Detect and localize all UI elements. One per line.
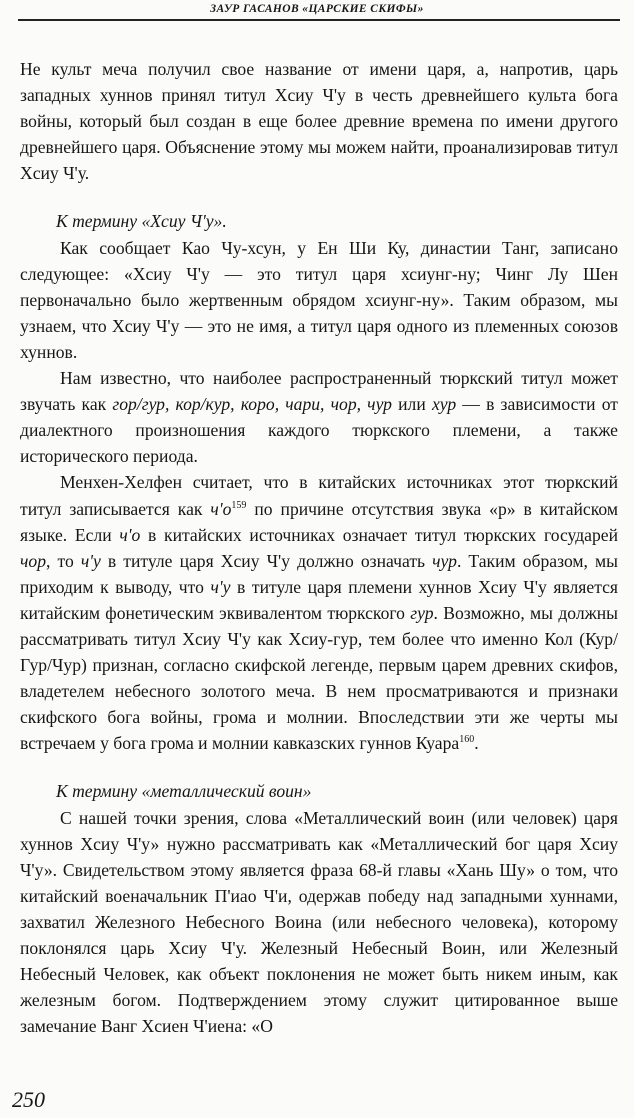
text-run: в китайских источниках означает титул тюркских государей bbox=[140, 524, 618, 545]
italic-term: ч'у bbox=[210, 576, 231, 597]
text-run: в титуле царя Хсиу Ч'у должно означать bbox=[100, 550, 433, 571]
text-run: по причине отсутствия звука «р» в китайском языке. Если bbox=[20, 498, 618, 545]
text-run: . Таким образом, мы приходим к выводу, что bbox=[20, 550, 618, 597]
text-run: К термину «металлический воин» bbox=[56, 781, 312, 802]
page-number: 250 bbox=[12, 1087, 45, 1112]
text-run: К термину «Хсиу Ч'у». bbox=[56, 211, 227, 232]
section-heading-hsiu-chu bbox=[20, 208, 618, 234]
text-run: Как сообщает Као Чу-хсун, у Ен Ши Ку, династии Танг, записано следующее: «Хсиу Ч'у — это титул царя хсиунг-ну; Чинг Лу Шен первоначально было жертвенным обрядом хсиунг-ну». Таким образом, мы узнаем, что Хсиу Ч'у — это не имя, а титул царя одного из племенных союзов хуннов. bbox=[20, 237, 618, 362]
italic-term: чур bbox=[432, 550, 457, 571]
italic-term: гур bbox=[410, 602, 434, 623]
paragraph-intro bbox=[20, 56, 618, 186]
italic-term: ч'у bbox=[80, 550, 101, 571]
italic-term: хур bbox=[431, 394, 457, 415]
text-run: . Возможно, мы должны рассматривать титул Хсиу Ч'у как Хсиу-гур, тем более что именно Кол (Кур/Гур/Чур) признан, согласно скифской легенде, первым царем древних скифов, владетелем небесного золотого меча. В нем просматриваются и признаки скифского бога войны, грома и молнии. Впоследствии эти же черты мы встречаем у бога грома и молнии кавказских гуннов Куара bbox=[20, 602, 619, 754]
paragraph-turkic-title bbox=[20, 365, 618, 469]
text-run: в титуле царя племени хуннов Хсиу Ч'у является китайским фонетическим эквивалентом тюркского bbox=[20, 576, 619, 623]
footnote-ref: 159 bbox=[231, 499, 247, 511]
text-run: Менхен-Хелфен считает, что в китайских источниках этот тюркский титул записывается как bbox=[20, 472, 618, 519]
text-run: С нашей точки зрения, слова «Металлический воин (или человек) царя хуннов Хсиу Ч'у» нужно рассматривать как «Металлический бог царя Хсиу Ч'у». Свидетельством этому является фраза 68-й главы «Хань Шу» о том, что китайский военачальник П'иао Ч'и, одержав победу над западными хуннами, захватил Железного Небесного Воина (или небесного человека), которому поклонялся царь Хсиу Ч'у. Железный Небесный Воин, или Железный Небесный Человек, как объект поклонения не может быть никем иным, как железным богом. Подтверждением этому служит цитированное выше замечание Ванг Хсиен Ч'иена: «О bbox=[20, 807, 618, 1037]
italic-term: чор bbox=[20, 550, 46, 571]
italic-term: ч'о bbox=[119, 524, 141, 545]
text-run: , то bbox=[46, 550, 81, 571]
paragraph-kao-chu-hsun bbox=[20, 235, 618, 365]
paragraph-menchen-helfen bbox=[20, 469, 618, 756]
running-header: ЗАУР ГАСАНОВ «ЦАРСКИЕ СКИФЫ» bbox=[210, 3, 424, 15]
page-body bbox=[20, 56, 618, 1039]
text-run: — в зависимости от диалектного произношения каждого тюркского племени, а также исторического периода. bbox=[20, 394, 618, 467]
section-heading-metal-warrior bbox=[20, 778, 618, 804]
footnote-ref: 160 bbox=[459, 734, 475, 746]
text-run: . bbox=[474, 733, 479, 754]
text-run: или bbox=[391, 394, 432, 415]
paragraph-metal-god bbox=[20, 805, 618, 1040]
italic-term: гор/гур, кор/кур, коро, чари, чор, чур bbox=[112, 394, 392, 415]
text-run: Нам известно, что наиболее распространенный тюркский титул может звучать как bbox=[20, 368, 618, 415]
header-rule bbox=[18, 19, 620, 21]
italic-term: ч'о bbox=[210, 498, 232, 519]
text-run: Не культ меча получил свое название от имени царя, а, напротив, царь западных хуннов принял титул Хсиу Ч'у в честь древнейшего культа бога войны, который был создан в еще более древние времена по имени другого древнейшего царя. Объяснение этому мы можем найти, проанализировав титул Хсиу Ч'у. bbox=[20, 59, 618, 184]
